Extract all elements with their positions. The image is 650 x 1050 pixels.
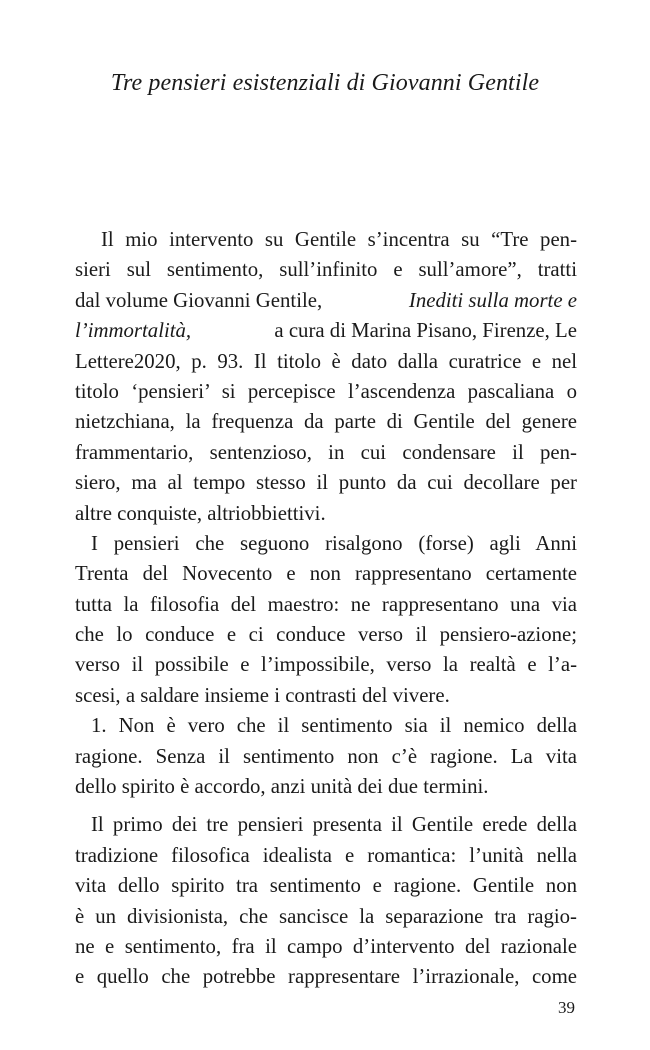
page-title: Tre pensieri esistenziali di Giovanni Gentile xyxy=(110,70,540,96)
text-line: tutta la filosofia del maestro: ne rappresentano una via xyxy=(75,592,577,616)
text-line: siero, ma al tempo stesso il punto da cui decollare per xyxy=(75,471,577,495)
text-line: 1. Non è vero che il sentimento sia il nemico della xyxy=(91,714,577,738)
text-line: dello spirito è accordo, anzi unità dei due termini. xyxy=(75,775,489,799)
text-line: nietzchiana, la frequenza da parte di Gentile del genere xyxy=(75,410,577,434)
paragraph-2 xyxy=(75,529,577,711)
body-text xyxy=(75,225,577,993)
text-line: titolo ‘pensieri’ si percepisce l’ascendenza pascaliana o xyxy=(75,379,577,403)
paragraph-gap xyxy=(75,802,577,810)
text-line: frammentario, sentenzioso, in cui condensare il pen- xyxy=(75,440,577,464)
book-title-segment: Inediti sulla morte e xyxy=(408,288,577,312)
text-line: sieri sul sentimento, sull’infinito e sull’amore”, tratti xyxy=(75,258,577,282)
text-line: Il mio intervento su Gentile s’incentra su “Tre pen- xyxy=(101,228,577,251)
text-line: che lo conduce e ci conduce verso il pensiero-azione; xyxy=(75,623,577,647)
quotation-1 xyxy=(75,711,577,802)
text-line: ragione. Senza il sentimento non c’è ragione. La vita xyxy=(75,744,577,768)
text-line: scesi, a saldare insieme i contrasti del vivere. xyxy=(75,683,450,707)
text-line: Trenta del Novecento e non rappresentano certamente xyxy=(75,562,577,586)
text-line: ne e sentimento, fra il campo d’intervento del razionale xyxy=(75,934,577,958)
text-line xyxy=(75,286,577,316)
text-segment: dal volume Giovanni Gentile, xyxy=(75,288,323,312)
text-line: verso il possibile e l’impossibile, verso la realtà e l’a- xyxy=(75,653,577,677)
text-line: è un divisionista, che sancisce la separazione tra ragio- xyxy=(75,904,577,928)
text-segment: a cura di Marina Pisano, Firenze, Le xyxy=(274,319,577,343)
text-line: Il primo dei tre pensieri presenta il Gentile erede della xyxy=(91,813,577,837)
text-line: altre conquiste, altriobbiettivi. xyxy=(75,501,326,525)
paragraph-1 xyxy=(75,225,577,529)
paragraph-3 xyxy=(75,810,577,992)
text-line: I pensieri che seguono risalgono (forse) agli Anni xyxy=(91,531,577,555)
text-line: e quello che potrebbe rappresentare l’irrazionale, come xyxy=(75,965,577,989)
text-line: tradizione filosofica idealista e romantica: l’unità nella xyxy=(75,843,577,867)
page-number: 39 xyxy=(558,998,575,1017)
text-line xyxy=(75,316,577,346)
text-line: vita dello spirito tra sentimento e ragione. Gentile non xyxy=(75,874,577,898)
book-title-segment: l’immortalità, xyxy=(75,319,192,343)
text-line: Lettere2020, p. 93. Il titolo è dato dalla curatrice e nel xyxy=(75,349,577,373)
